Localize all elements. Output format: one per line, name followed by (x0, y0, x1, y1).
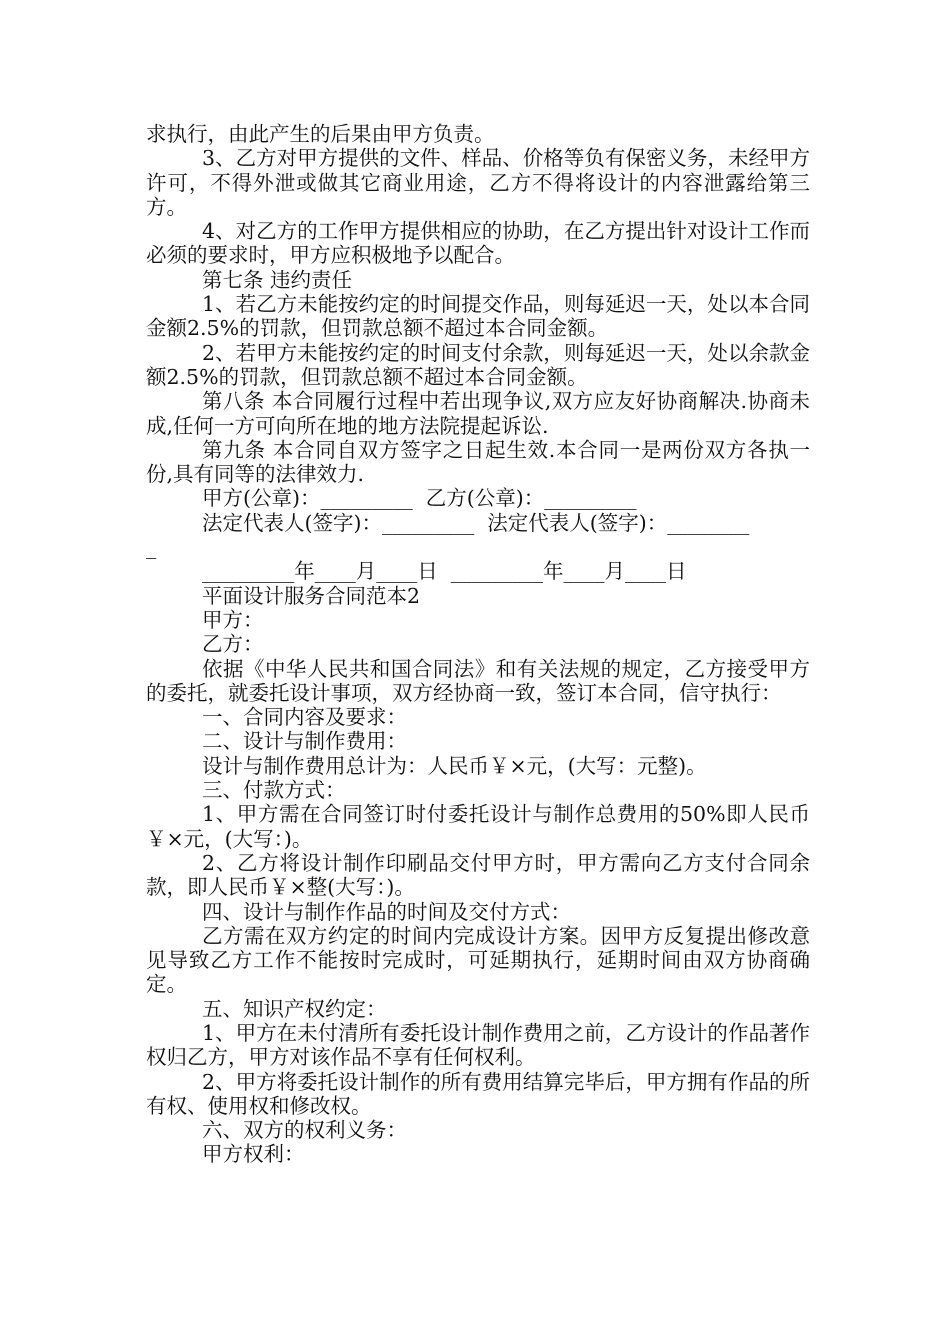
document-paragraph: 平面设计服务合同范本2 (202, 583, 421, 608)
document-paragraph: 依据《中华人民共和国合同法》和有关法规的规定，乙方接受甲方的委托，就委托设计事项，双方经协商一致，签订本合同，信守执行： (146, 656, 810, 705)
document-paragraph: 甲方： (202, 607, 264, 632)
document-paragraph: 五、知识产权约定： (202, 996, 387, 1021)
document-paragraph: 四、设计与制作作品的时间及交付方式： (202, 899, 571, 924)
document-paragraph: 1、若乙方未能按约定的时间提交作品，则每延迟一天，处以本合同金额2.5%的罚款，但罚款总额不超过本合同金额。 (146, 292, 810, 341)
document-paragraph: 第七条 违约责任 (202, 267, 353, 292)
document-paragraph: 第八条 本合同履行过程中若出现争议,双方应友好协商解决.协商未成,任何一方可向所在地的地方法院提起诉讼. (146, 389, 810, 438)
document-paragraph: 2、若甲方未能按约定的时间支付余款，则每延迟一天，处以余款金额2.5%的罚款，但罚款总额不超过本合同金额。 (146, 340, 810, 389)
document-paragraph: 3、乙方对甲方提供的文件、样品、价格等负有保密义务，未经甲方许可，不得外泄或做其它商业用途，乙方不得将设计的内容泄露给第三方。 (146, 146, 810, 219)
document-paragraph: 三、付款方式： (202, 778, 346, 803)
document-paragraph: 1、甲方需在合同签订时付委托设计与制作总费用的50%即人民币￥×元，(大写：)。 (146, 802, 810, 851)
signature-line: _ (146, 535, 157, 560)
signature-line: 法定代表人(签字)：_________ 法定代表人(签字)：________ (202, 510, 750, 535)
document-paragraph: 乙方需在双方约定的时间内完成设计方案。因甲方反复提出修改意见导致乙方工作不能按时完成时，可延期执行，延期时间由双方协商确定。 (146, 923, 810, 997)
document-body (146, 122, 810, 1167)
document-paragraph: 乙方： (202, 632, 264, 657)
document-paragraph: 2、甲方将委托设计制作的所有费用结算完毕后，甲方拥有作品的所有权、使用权和修改权。 (146, 1069, 810, 1118)
document-paragraph: 第九条 本合同自双方签字之日起生效.本合同一是两份双方各执一份,具有同等的法律效力. (146, 437, 810, 487)
signature-line: _________年____月____日 _________年____月____日 (202, 559, 687, 584)
document-paragraph: 甲方权利： (202, 1142, 305, 1167)
document-paragraph: 设计与制作费用总计为：人民币￥×元，(大写：元整)。 (202, 753, 707, 778)
signature-line: 甲方(公章)：_________ 乙方(公章)：_________ (202, 486, 637, 511)
document-paragraph: 求执行，由此产生的后果由甲方负责。 (146, 122, 495, 146)
document-paragraph: 六、双方的权利义务： (202, 1118, 407, 1143)
document-paragraph: 1、甲方在未付清所有委托设计制作费用之前，乙方设计的作品著作权归乙方，甲方对该作品不享有任何权利。 (146, 1020, 810, 1070)
document-paragraph: 一、合同内容及要求： (202, 705, 407, 730)
document-paragraph: 二、设计与制作费用： (202, 729, 407, 754)
document-paragraph: 4、对乙方的工作甲方提供相应的协助，在乙方提出针对设计工作而必须的要求时，甲方应积极地予以配合。 (146, 219, 810, 268)
document-paragraph: 2、乙方将设计制作印刷品交付甲方时，甲方需向乙方支付合同余款，即人民币￥×整(大写：)。 (146, 850, 810, 900)
